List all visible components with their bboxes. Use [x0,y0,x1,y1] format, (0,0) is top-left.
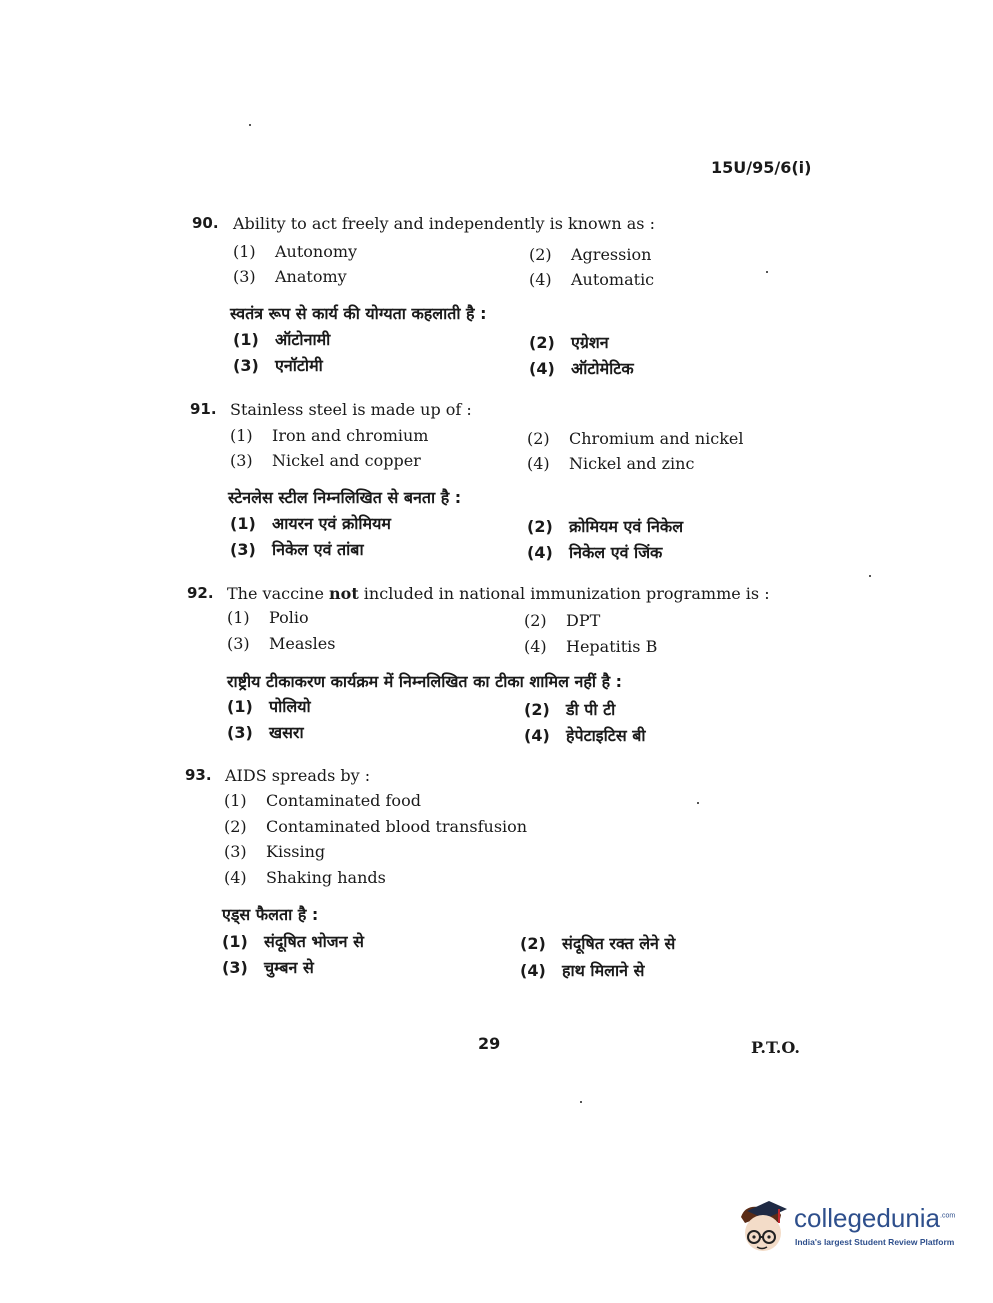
option-4: (4) Shaking hands [224,868,386,887]
hindi-option-3: (3) निकेल एवं तांबा [230,540,364,559]
hindi-question-text: स्टेनलेस स्टील निम्नलिखित से बनता है : [228,488,462,507]
question-text: Ability to act freely and independently is known as : [233,214,655,233]
hindi-option-4: (4) निकेल एवं जिंक [527,543,663,562]
option-2: (2) Agression [529,245,652,264]
option-2: (2) Chromium and nickel [527,429,744,448]
option-4: (4) Nickel and zinc [527,454,695,473]
option-3: (3) Nickel and copper [230,451,421,470]
question-text: The vaccine not included in national immunization programme is : [227,584,770,603]
collegedunia-logo [735,1197,965,1263]
pto-label: P.T.O. [751,1038,800,1057]
scan-speck [249,124,251,126]
scan-speck [580,1101,582,1103]
hindi-option-2: (2) क्रोमियम एवं निकेल [527,517,684,536]
option-1: (1) Contaminated food [224,791,421,810]
option-1: (1) Iron and chromium [230,426,429,445]
hindi-question-text: स्वतंत्र रूप से कार्य की योग्यता कहलाती है : [230,304,487,323]
hindi-option-1: (1) संदूषित भोजन से [222,932,364,951]
brand-name: collegedunia$^{.com}$ [794,1203,956,1233]
hindi-option-1: (1) पोलियो [227,697,311,716]
hindi-option-1: (1) आयरन एवं क्रोमियम [230,514,391,533]
option-4: (4) Automatic [529,270,655,289]
question-text: AIDS spreads by : [225,766,371,785]
brand-tagline: India's largest Student Review Platform [795,1237,955,1247]
option-3: (3) Measles [227,634,336,653]
hindi-option-3: (3) एनॉटोमी [233,356,323,375]
option-3: (3) Kissing [224,842,326,861]
hindi-option-3: (3) चुम्बन से [222,958,314,977]
option-1: (1) Autonomy [233,242,358,261]
scan-speck [869,575,871,577]
hindi-option-4: (4) ऑटोमेटिक [529,359,634,378]
question-text: Stainless steel is made up of : [230,400,472,419]
scan-speck [766,271,768,273]
hindi-option-1: (1) ऑटोनामी [233,330,331,349]
hindi-option-4: (4) हाथ मिलाने से [520,961,645,980]
paper-code: 15U/95/6(i) [711,158,812,177]
option-2: (2) DPT [524,611,601,630]
hindi-question-text: एड्स फैलता है : [222,905,319,924]
question-number: 93. [185,766,212,784]
option-4: (4) Hepatitis B [524,637,658,656]
hindi-option-2: (2) संदूषित रक्त लेने से [520,934,676,953]
option-2: (2) Contaminated blood transfusion [224,817,528,836]
scan-speck [697,802,699,804]
emphasis-not: not [329,584,359,603]
hindi-question-text: राष्ट्रीय टीकाकरण कार्यक्रम में निम्नलिखित का टीका शामिल नहीं है : [227,672,623,691]
hindi-option-2: (2) डी पी टी [524,700,616,719]
hindi-option-3: (3) खसरा [227,723,304,742]
question-number: 91. [190,400,217,418]
option-3: (3) Anatomy [233,267,347,286]
hindi-option-2: (2) एग्रेशन [529,333,609,352]
student-mascot-icon [735,1197,791,1257]
hindi-option-4: (4) हेपेटाइटिस बी [524,726,646,745]
question-number: 90. [192,214,219,232]
option-1: (1) Polio [227,608,309,627]
page-number: 29 [478,1034,501,1053]
question-number: 92. [187,584,214,602]
